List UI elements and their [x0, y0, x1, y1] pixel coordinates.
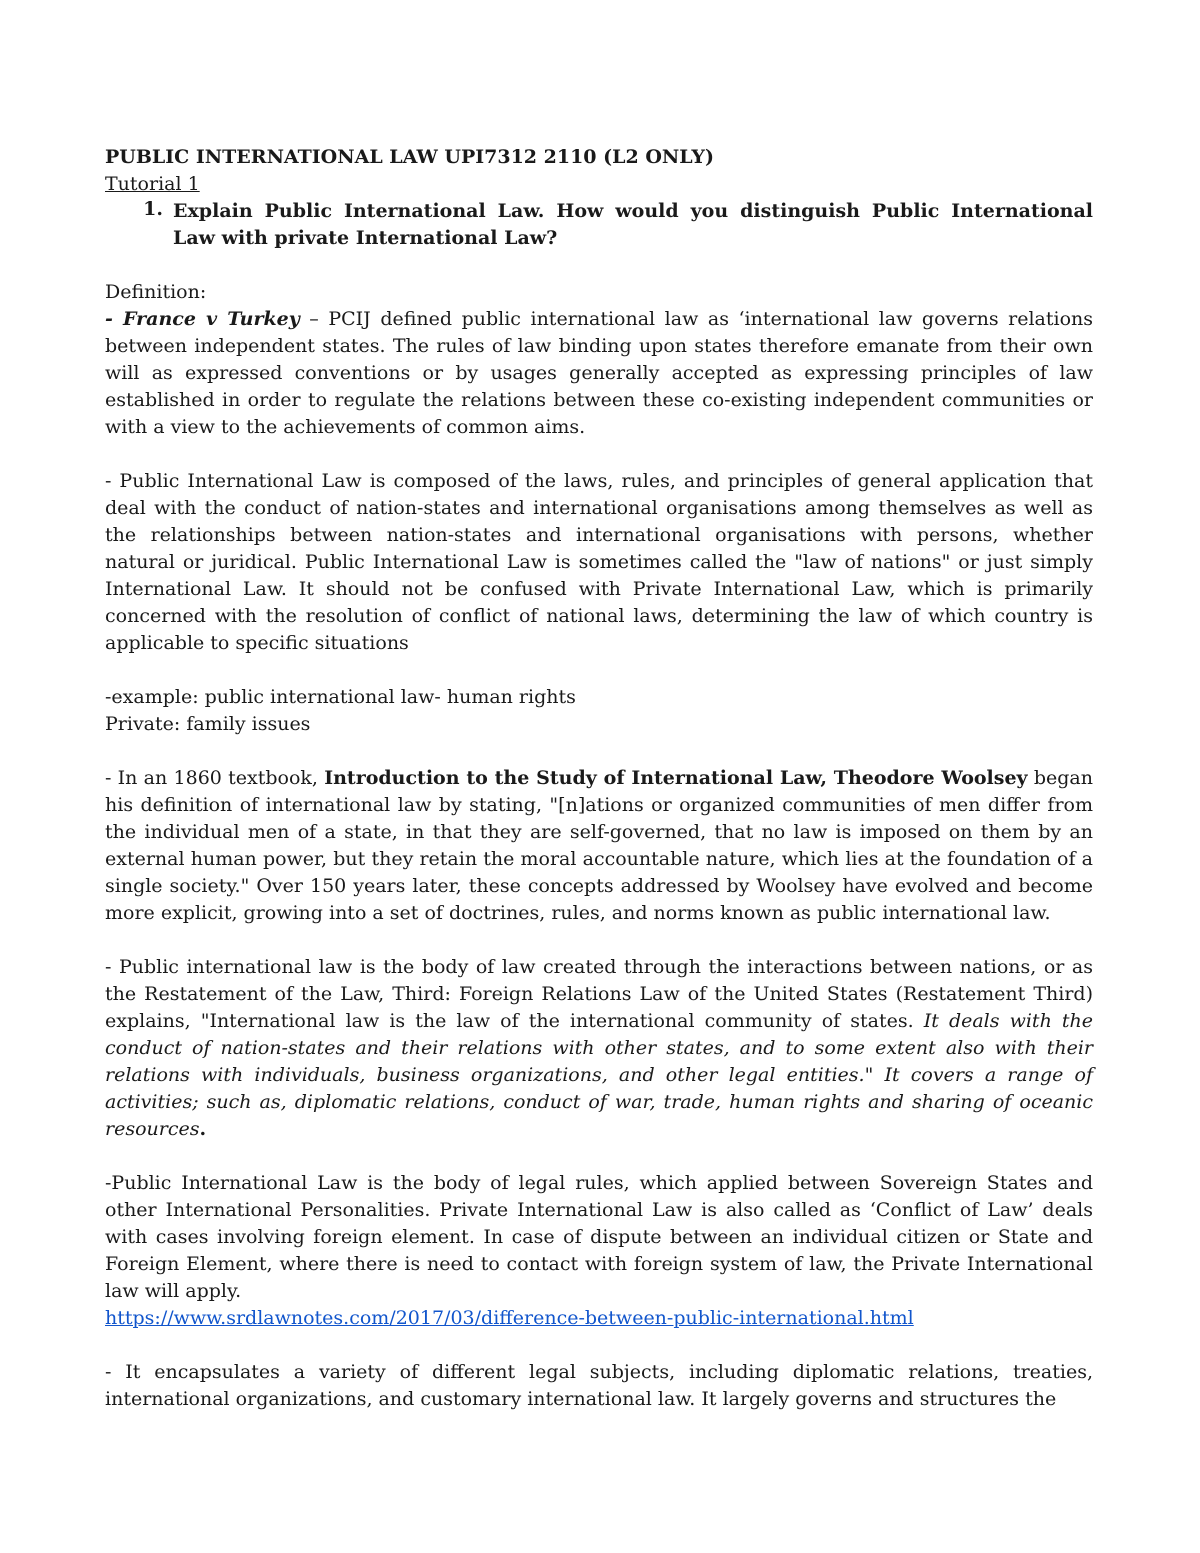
spacer	[105, 1332, 1093, 1359]
definition-label: Definition:	[105, 281, 207, 303]
link-line	[105, 1305, 1093, 1332]
paragraph-restatement	[105, 954, 1093, 1143]
paragraph-text: – PCIJ defined public international law as ‘international law governs relations between independent states. The rules of law binding upon states therefore emanate from their own will as expressed conventions or by usages generally accepted as expressing principles of law established in order to regulate the relations between these co-existing independent communities or with a view to the achievements of common aims.	[105, 308, 1093, 438]
question-text: Explain Public International Law. How would you distinguish Public International Law with private International Law?	[173, 200, 1093, 249]
period: .	[199, 1118, 207, 1140]
question-item	[105, 198, 1093, 252]
paragraph-text: - In an 1860 textbook,	[105, 767, 325, 789]
spacer	[105, 738, 1093, 765]
paragraph-france-v-turkey	[105, 306, 1093, 441]
paragraph-woolsey	[105, 765, 1093, 927]
paragraph-text: began his definition of international law by stating, "[n]ations or organized communities of men differ from the individual men of a state, in that they are self-governed, that no law is imposed on them by an external human power, but they retain the moral accountable nature, which lies at the foundation of a single society." Over 150 years later, these concepts addressed by Woolsey have evolved and become more explicit, growing into a set of doctrines, rules, and norms known as public international law.	[105, 767, 1093, 924]
spacer	[105, 252, 1093, 279]
spacer	[105, 927, 1093, 954]
italic-quote: It deals with the conduct of nation-states and their relations with other states, and to some extent also with their relations with individuals, business organizations, and other legal entities." It covers a range of activities; such as, diplomatic relations, conduct of war, trade, human rights and sharing of oceanic resources	[105, 1010, 1093, 1140]
document-body	[105, 144, 1093, 1413]
paragraph-text: - Public international law is the body of law created through the interactions between nations, or as the Restatement of the Law, Third: Foreign Relations Law of the United States (Restatement Third) explains, "International law is the law of the international community of states.	[105, 956, 1093, 1032]
example-public: -example: public international law- human rights	[105, 686, 576, 708]
paragraph-private-conflict: -Public International Law is the body of legal rules, which applied between Sovereign States and other International Personalities. Private International Law is also called as ‘Conflict of Law’ deals with cases involving foreign element. In case of dispute between an individual citizen or State and Foreign Element, where there is need to contact with foreign system of law, the Private International law will apply.	[105, 1172, 1093, 1302]
example-private: Private: family issues	[105, 713, 311, 735]
book-title: Introduction to the Study of International Law, Theodore Woolsey	[324, 767, 1028, 789]
source-link[interactable]: https://www.srdlawnotes.com/2017/03/difference-between-public-international.html	[105, 1307, 914, 1329]
spacer	[105, 441, 1093, 468]
spacer	[105, 657, 1093, 684]
paragraph-composition: - Public International Law is composed of the laws, rules, and principles of general application that deal with the conduct of nation-states and international organisations among themselves as well as the relationships between nation-states and international organisations with persons, whether natural or juridical. Public International Law is sometimes called the "law of nations" or just simply International Law. It should not be confused with Private International Law, which is primarily concerned with the resolution of conflict of national laws, determining the law of which country is applicable to specific situations	[105, 470, 1093, 654]
spacer	[105, 1143, 1093, 1170]
question-number: 1.	[143, 198, 163, 220]
paragraph-encapsulates: - It encapsulates a variety of different legal subjects, including diplomatic relations, treaties, international organizations, and customary international law. It largely governs and structures the	[105, 1361, 1093, 1410]
case-name: - France v Turkey	[105, 308, 300, 330]
document-title: PUBLIC INTERNATIONAL LAW UPI7312 2110 (L2 ONLY)	[105, 146, 714, 168]
tutorial-heading: Tutorial 1	[105, 173, 200, 195]
